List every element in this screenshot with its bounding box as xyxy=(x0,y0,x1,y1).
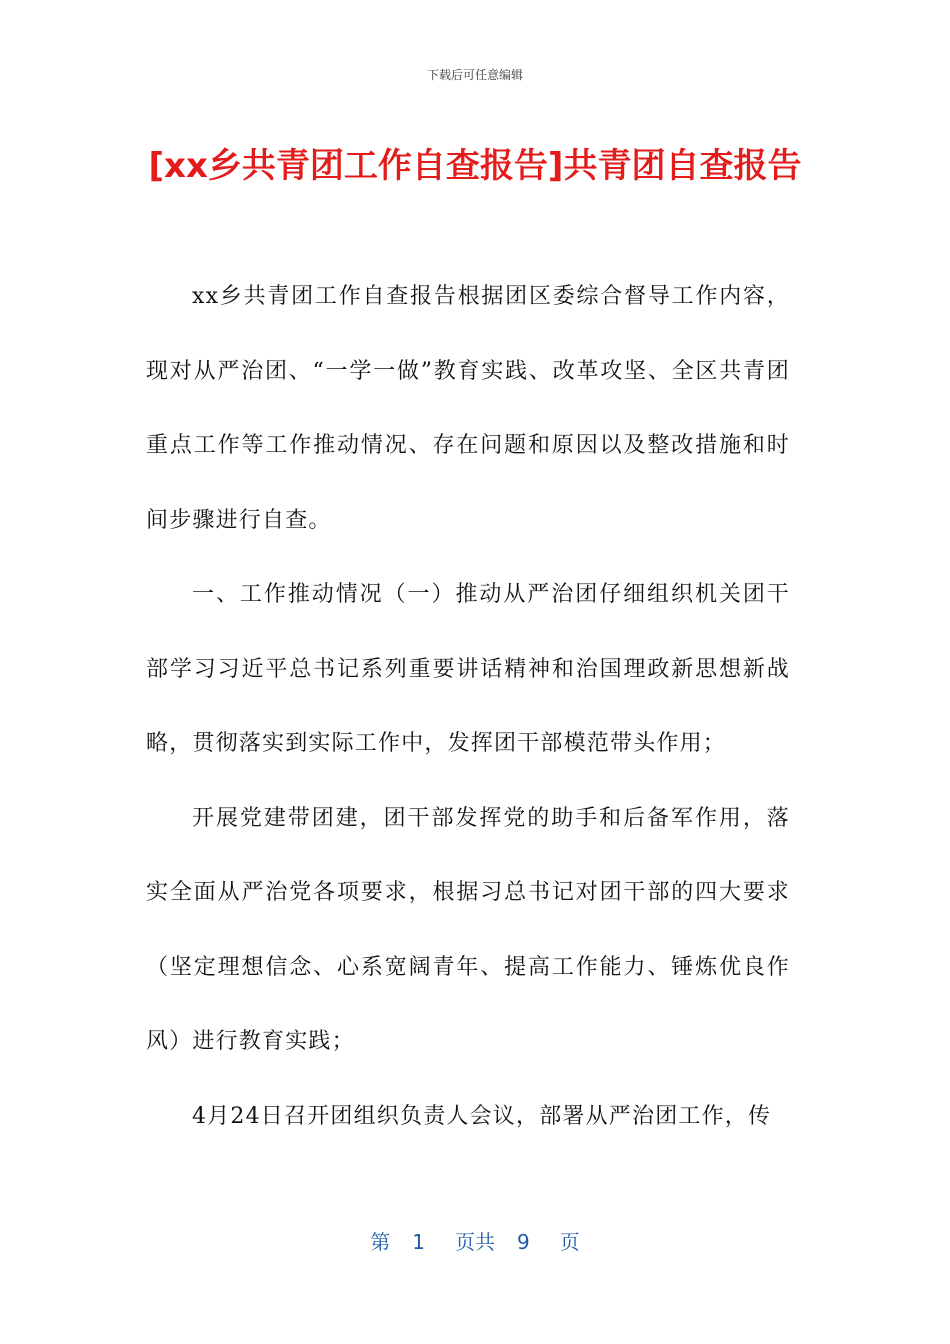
document-body xyxy=(146,260,790,1154)
total-pages-number: 9 xyxy=(517,1230,530,1254)
footer-prefix: 第 xyxy=(370,1230,391,1254)
footer-suffix: 页 xyxy=(559,1230,580,1254)
paragraph: xx乡共青团工作自查报告根据团区委综合督导工作内容，现对从严治团、“一学一做”教育实践、改革攻坚、全区共青团重点工作等工作推动情况、存在问题和原因以及整改措施和时间步骤进行自查。 xyxy=(146,284,790,533)
paragraph: 开展党建带团建，团干部发挥党的助手和后备军作用，落实全面从严治党各项要求，根据习总书记对团干部的四大要求（坚定理想信念、心系宽阔青年、提高工作能力、锤炼优良作风）进行教育实践； xyxy=(146,805,790,1054)
header-note: 下载后可任意编辑 xyxy=(426,68,523,82)
page-footer xyxy=(0,1226,950,1255)
current-page-number: 1 xyxy=(412,1230,425,1254)
paragraph: 4月24日召开团组织负责人会议，部署从严治团工作，传 xyxy=(192,1103,772,1129)
paragraph: 一、工作推动情况（一）推动从严治团仔细组织机关团干部学习习近平总书记系列重要讲话精神和治国理政新思想新战略，贯彻落实到实际工作中，发挥团干部模范带头作用； xyxy=(146,582,790,756)
footer-middle: 页共 xyxy=(455,1230,495,1254)
document-title: [xx乡共青团工作自查报告]共青团自查报告 xyxy=(148,146,802,186)
